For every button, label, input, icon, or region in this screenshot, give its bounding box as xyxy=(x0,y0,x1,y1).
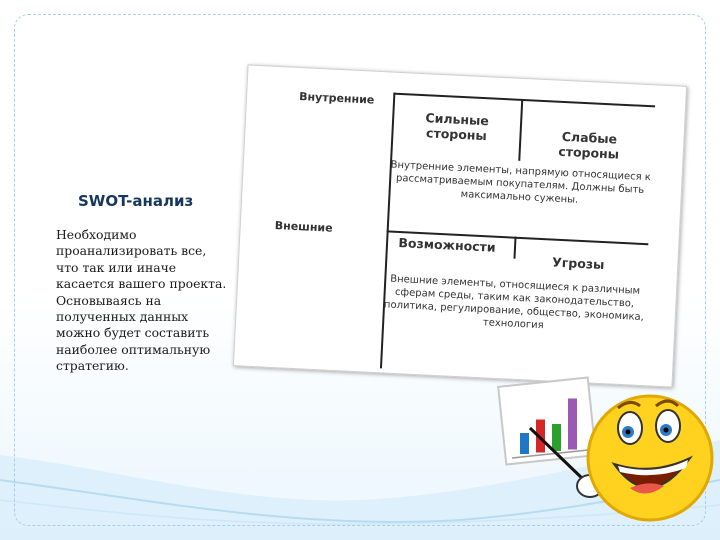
external-label: Внешние xyxy=(274,218,333,235)
chart-board-icon xyxy=(498,378,596,465)
external-description: Внешние элементы, относящиеся к различным сферам среды, таким как законодательство, политика, регулирование, общество, экономика, технология xyxy=(383,273,645,332)
internal-description: Внутренние элементы, напрямую относящиеся к рассматриваемым покупателям. Должны быть максимально сужены. xyxy=(390,159,652,206)
smiley-face-icon xyxy=(588,396,712,520)
grid-line xyxy=(513,237,516,259)
grid-line xyxy=(393,93,655,108)
strengths-cell: Сильные стороны xyxy=(425,110,490,144)
threats-cell: Угрозы xyxy=(551,254,605,273)
weaknesses-cell: Слабые стороны xyxy=(558,128,620,162)
opportunities-cell: Возможности xyxy=(398,235,496,255)
slide-body-text: Необходимо проанализировать все, что так или иначе касается вашего проекта. Основываясь на полученных данных можно будет составить наиболее оптимальную стратегию. xyxy=(56,227,227,374)
swot-card xyxy=(233,64,687,387)
swot-grid xyxy=(380,93,655,381)
grid-line xyxy=(518,99,523,161)
chart-bar xyxy=(520,433,529,454)
slide-heading: SWOT-анализ xyxy=(78,192,194,210)
chart-bar xyxy=(568,399,577,450)
internal-label: Внутренние xyxy=(298,89,375,107)
smiley-mascot-with-chart xyxy=(490,370,720,540)
chart-bar xyxy=(552,424,561,451)
